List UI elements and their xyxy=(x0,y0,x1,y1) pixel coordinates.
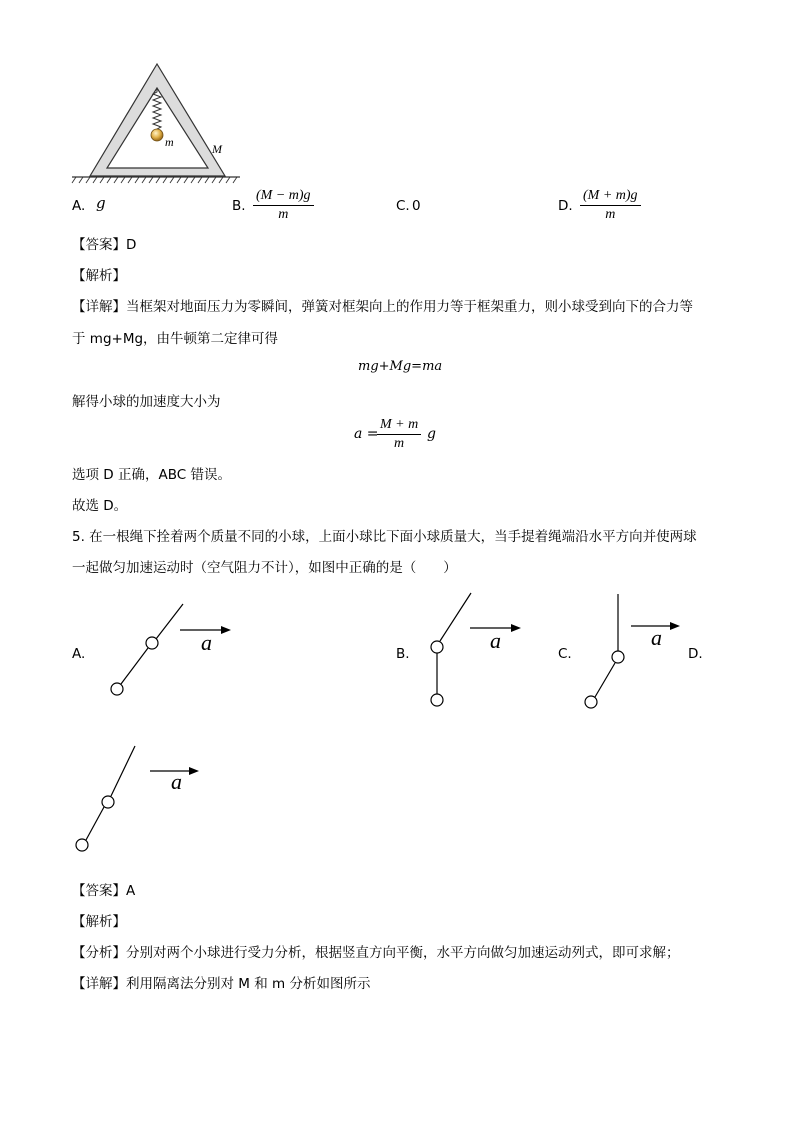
q5-figure-a xyxy=(100,595,250,705)
q4-equation1: mg+Mg=ma xyxy=(358,359,443,374)
q5-figure-d xyxy=(68,740,208,860)
option-a-value: g xyxy=(96,194,106,212)
option-b-letter: B. xyxy=(232,198,246,214)
option-c-letter: C. xyxy=(396,198,410,214)
q5-option-b-letter: B. xyxy=(396,646,410,662)
q5-stem-line1: 5. 在一根绳下拴着两个质量不同的小球，上面小球比下面小球质量大，当手提着绳端沿水平方向并使两球 xyxy=(72,529,697,545)
q5-analysis-line: 【分析】分别对两个小球进行受力分析，根据竖直方向平衡，水平方向做匀加速运动列式，即可求解； xyxy=(72,945,680,961)
q4-conclusion1: 选项 D 正确，ABC 错误。 xyxy=(72,467,231,483)
q5-accel-label-b: a xyxy=(490,628,501,653)
q5-accel-label-d: a xyxy=(171,769,182,794)
q4-solve-text: 解得小球的加速度大小为 xyxy=(72,394,221,410)
frame-spring-figure xyxy=(70,60,250,185)
q5-answer: 【答案】A xyxy=(72,883,136,899)
q5-accel-label-c: a xyxy=(651,625,662,650)
option-c-value: 0 xyxy=(412,198,421,214)
option-d-fraction xyxy=(580,188,641,223)
option-b-denominator: m xyxy=(278,207,289,222)
q4-eq2-numerator: M + m xyxy=(377,417,421,435)
q5-figure-b xyxy=(420,585,530,710)
q4-conclusion2: 故选 D。 xyxy=(72,498,128,514)
q5-option-a-letter: A. xyxy=(72,646,86,662)
option-d-denominator: m xyxy=(605,207,616,222)
q5-figure-c xyxy=(575,590,690,715)
q4-detail-line1: 【详解】当框架对地面压力为零瞬间，弹簧对框架向上的作用力等于框架重力，则小球受到向下的合力等 xyxy=(72,299,693,315)
option-d-letter: D. xyxy=(558,198,573,214)
option-b-fraction xyxy=(253,188,314,223)
q4-answer: 【答案】D xyxy=(72,237,137,253)
label-M: M xyxy=(212,142,222,156)
q5-accel-label-a: a xyxy=(201,630,212,655)
q5-stem-line2: 一起做匀加速运动时（空气阻力不计），如图中正确的是（ ） xyxy=(72,560,457,576)
q5-analysis-title: 【解析】 xyxy=(72,914,126,930)
q4-detail-line2: 于 mg+Mg，由牛顿第二定律可得 xyxy=(72,331,279,347)
q4-analysis-title: 【解析】 xyxy=(72,268,126,284)
option-d-numerator: (M + m)g xyxy=(580,188,641,206)
option-b-numerator: (M − m)g xyxy=(253,188,314,206)
q4-eq2-fraction xyxy=(377,417,421,452)
label-m: m xyxy=(165,135,174,149)
q5-detail-line: 【详解】利用隔离法分别对 M 和 m 分析如图所示 xyxy=(72,976,371,992)
q5-option-c-letter: C. xyxy=(558,646,572,662)
option-a-letter: A. xyxy=(72,198,86,214)
q4-eq2-denominator: m xyxy=(394,436,405,451)
q4-eq2-tail: g xyxy=(427,426,436,442)
q5-option-d-letter: D. xyxy=(688,646,703,662)
q4-eq2-lhs: a = xyxy=(354,426,379,442)
